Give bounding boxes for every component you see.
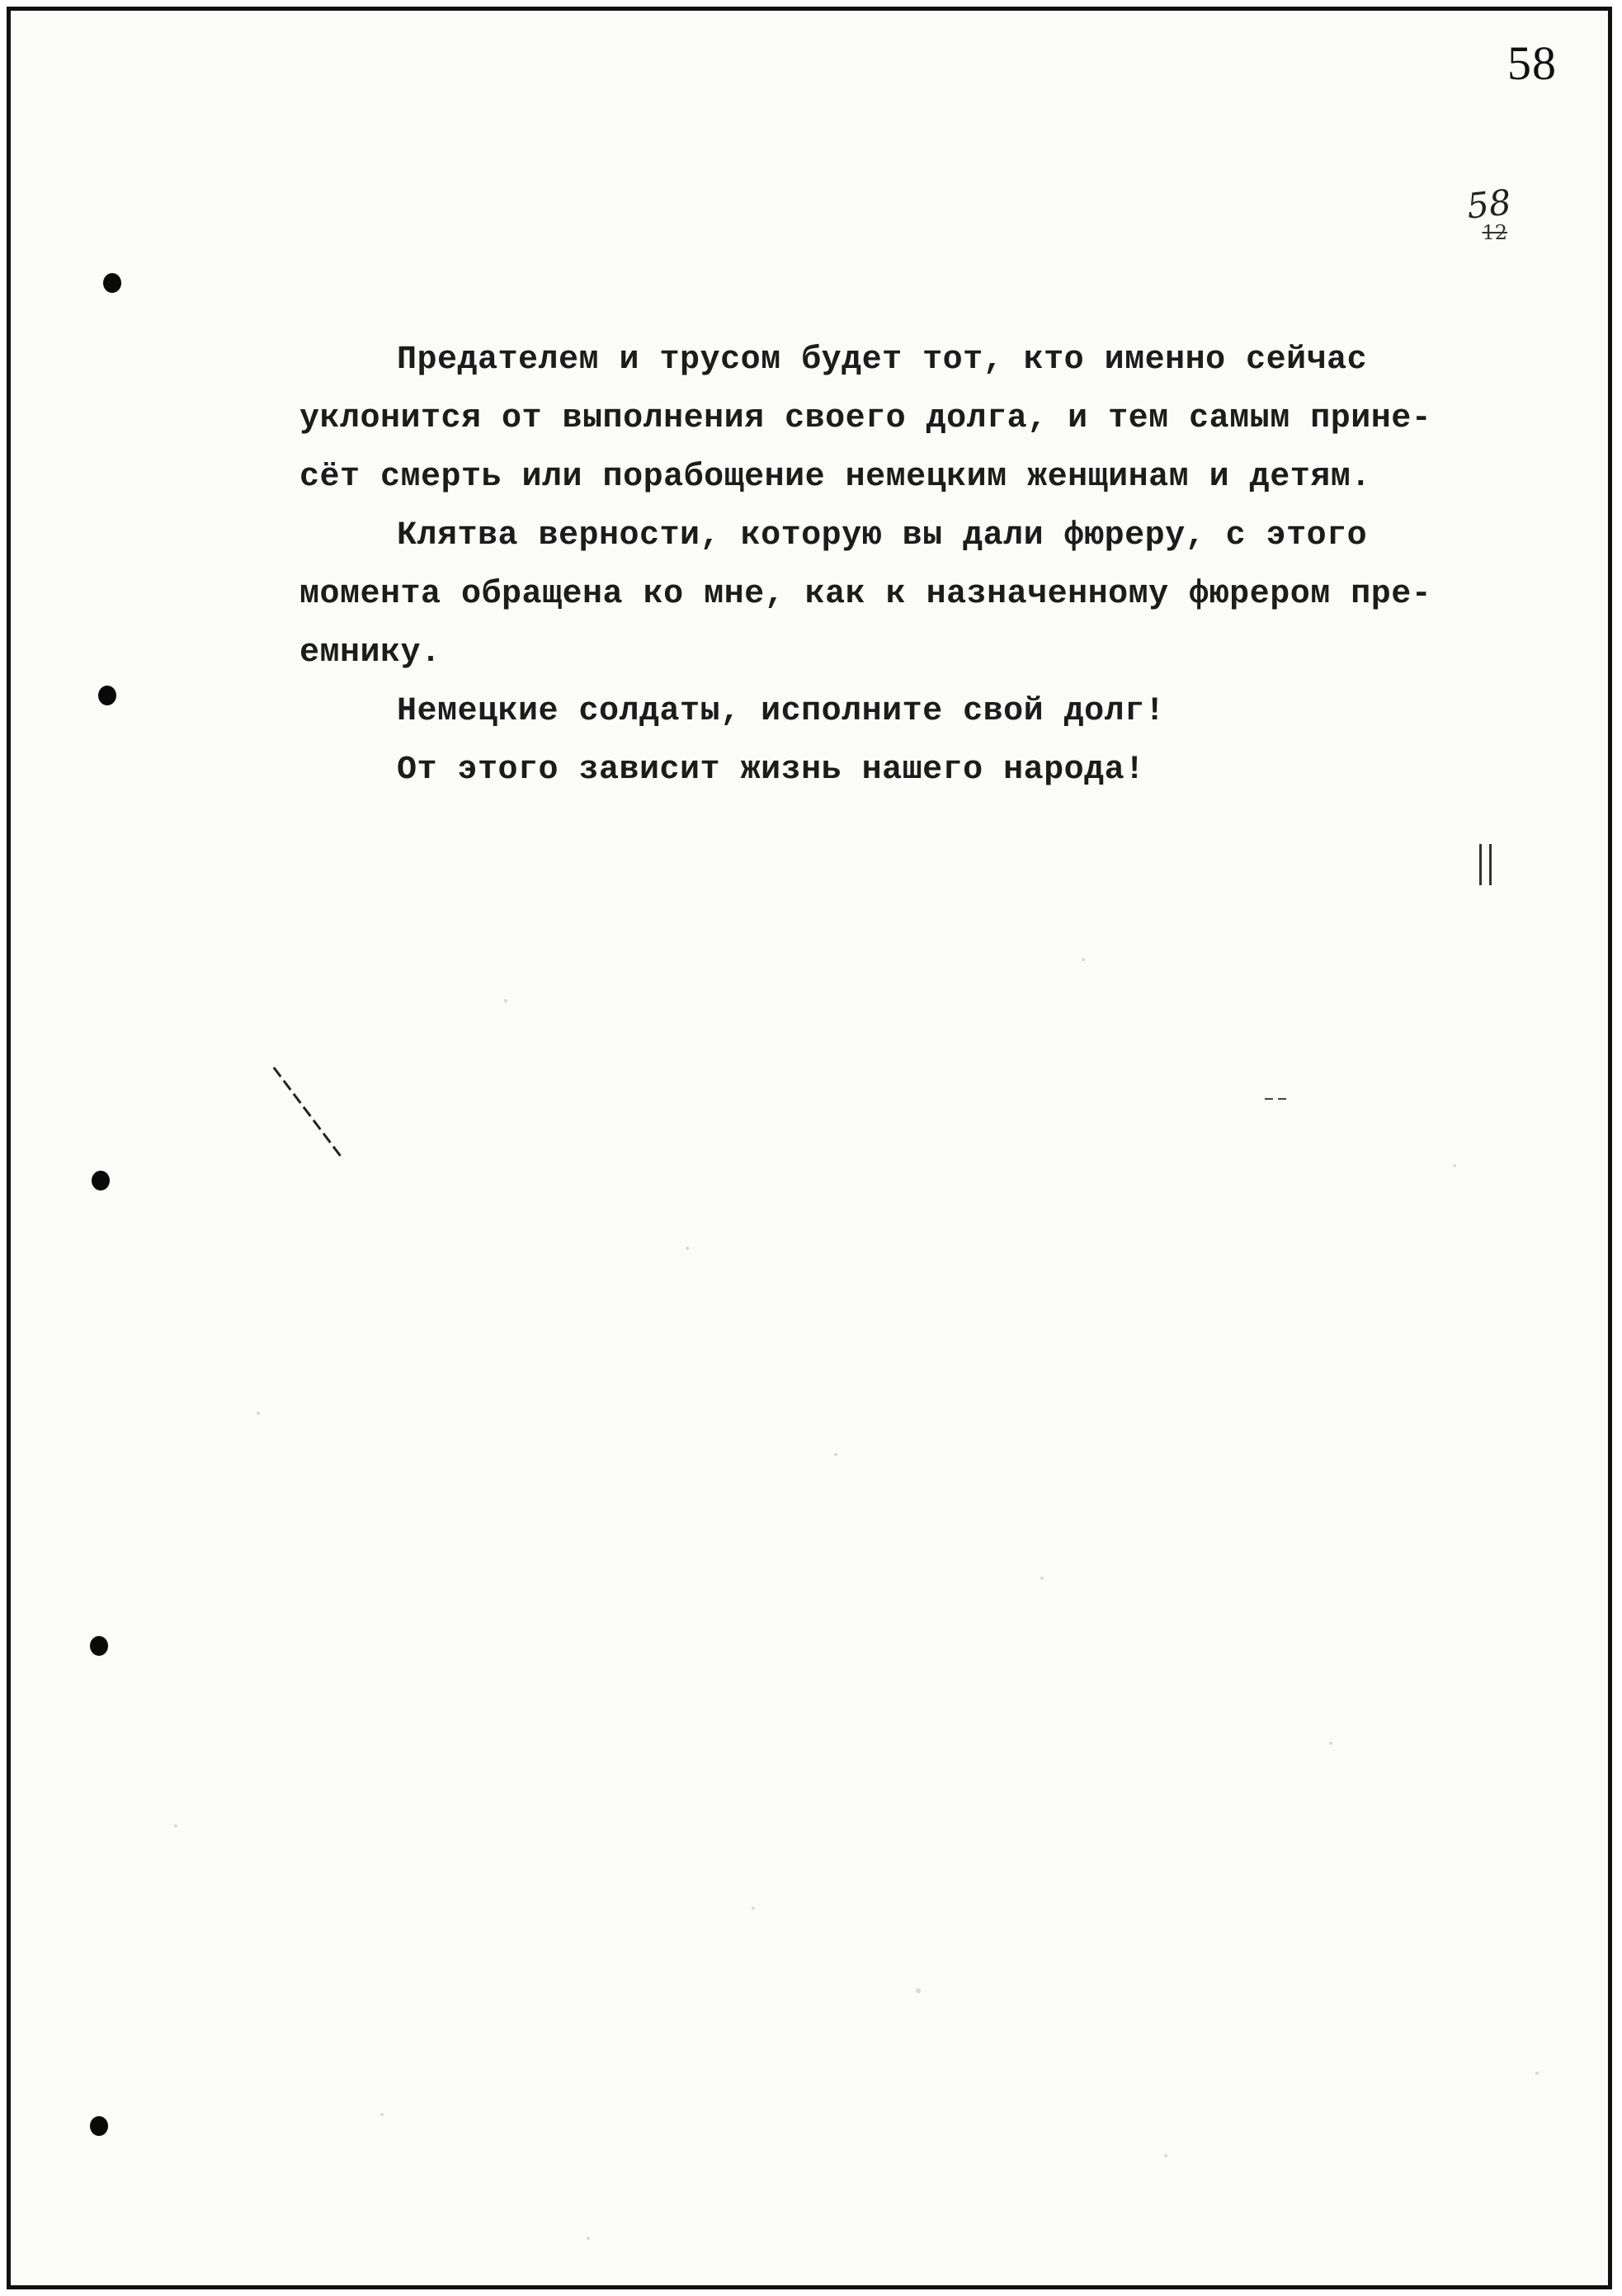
handwritten-page-number: 58 (1464, 182, 1513, 227)
handwritten-old-number: 12 (1482, 221, 1507, 244)
text-line: Предателем и трусом будет тот, кто именно сейчас (397, 342, 1368, 379)
punch-hole (90, 2116, 108, 2136)
text-line: момента обращена ко мне, как к назначенному фюрером пре- (299, 576, 1432, 613)
punch-hole (103, 273, 121, 293)
page-number-stamp: 58 (1507, 36, 1557, 90)
pencil-mark (273, 1067, 345, 1161)
punch-hole (90, 1636, 108, 1656)
document-page (7, 7, 1612, 2289)
text-line: Клятва верности, которую вы дали фюреру, с этого (397, 517, 1368, 554)
punch-hole (98, 686, 116, 705)
punch-hole (92, 1171, 110, 1190)
text-line: сёт смерть или порабощение немецким женщинам и детям. (299, 459, 1371, 496)
text-line: уклонится от выполнения своего долга, и тем самым прине- (299, 400, 1432, 437)
text-line: Немецкие солдаты, исполните свой долг! (397, 693, 1166, 730)
pencil-dash (1265, 1098, 1290, 1100)
margin-bars-mark (1478, 844, 1497, 885)
typed-text (299, 331, 1512, 799)
text-line: емнику. (299, 634, 441, 672)
text-line: От этого зависит жизнь нашего народа! (397, 752, 1145, 789)
